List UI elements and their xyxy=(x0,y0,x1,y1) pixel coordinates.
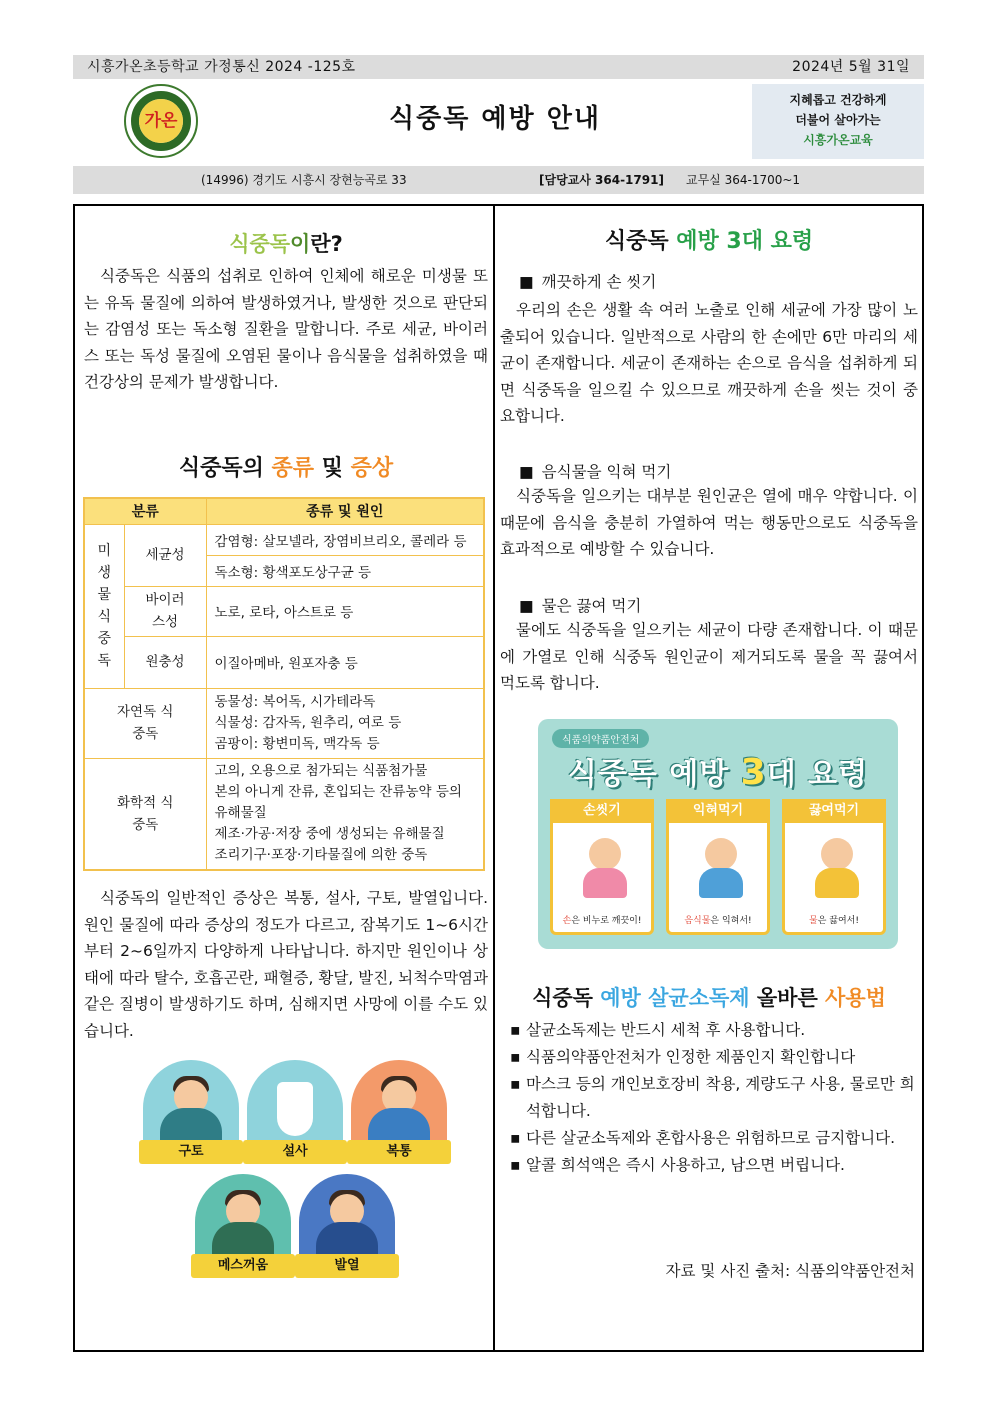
prevention-poster xyxy=(538,719,898,949)
page-title: 식중독 예방 안내 xyxy=(389,104,601,134)
poster-title: 식중독 예방 3대 요령 xyxy=(567,752,869,793)
rule3-heading: ■ 물은 끓여 먹기 xyxy=(519,594,641,616)
protozoa-label: 원충성 xyxy=(124,636,206,688)
toilet-icon xyxy=(277,1082,313,1136)
table-cell: 이질아메바, 원포자충 등 xyxy=(206,636,484,688)
card-cook: 익혀먹기 음식물은 익혀서! xyxy=(666,799,770,935)
office-phone: 교무실 364-1700~1 xyxy=(686,173,801,187)
address: (14996) 경기도 시흥시 장현능곡로 33 xyxy=(201,173,407,187)
child-icon xyxy=(821,838,853,870)
header-bar xyxy=(73,55,924,79)
rule3-text: 물에도 식중독을 일으키는 세균이 다량 존재합니다. 이 때문에 가열로 인해 식중독 원인균이 제거되도록 물을 꼭 끓여서 먹도록 합니다. xyxy=(500,621,918,692)
virus-label: 바이러스성 xyxy=(124,586,206,636)
symptom-nausea: 메스꺼움 xyxy=(195,1174,291,1272)
kinds-heading: 식중독의 종류 및 증상 xyxy=(178,456,394,481)
card-boil: 끓여먹기 물은 끓여서! xyxy=(782,799,886,935)
bacteria-label: 세균성 xyxy=(124,524,206,586)
rule2-heading: ■ 음식물을 익혀 먹기 xyxy=(519,460,671,482)
rule1-text: 우리의 손은 생활 속 여러 노출로 인해 세균에 가장 많이 노출되어 있습니다. 일반적으로 사람의 한 손에만 6만 마리의 세균이 존재합니다. 세균이 존재하는 손으로 음식을 섭취하게 되면 식중독을 일으킬 수 있으므로 깨끗하게 손을 씻는 것이 중요합니다. xyxy=(500,301,918,425)
chemical-label: 화학적 식중독 xyxy=(84,758,206,870)
definition-text: 식중독은 식품의 섭취로 인하여 인체에 해로운 미생물 또는 유독 물질에 의하여 발생하였거나, 발생한 것으로 판단되는 감염성 또는 독소형 질환을 말합니다. 주로 세균, 바이러스 또는 독성 물질에 오염된 물이나 음식물을 섭취하였을 때 건강상의 문제가 발생합니다. xyxy=(84,267,488,391)
table-cell: 독소형: 황색포도상구균 등 xyxy=(206,555,484,586)
disinfectant-heading: 식중독 예방 살균소독제 올바른 사용법 xyxy=(532,986,886,1010)
list-item: ▪ 식품의약품안전처가 인정한 제품인지 확인합니다 xyxy=(510,1044,920,1071)
child-icon xyxy=(589,838,621,870)
definition-heading: 식중독이란? xyxy=(229,232,343,256)
mfds-brand: 식품의약품안전처 xyxy=(552,729,649,748)
symptom-fever: 발열 xyxy=(299,1174,395,1272)
list-item: ▪ 살균소독제는 반드시 세척 후 사용합니다. xyxy=(510,1017,920,1044)
school-issue: 시흥가온초등학교 가정통신 2024 -125호 xyxy=(87,59,356,75)
list-item: ▪ 마스크 등의 개인보호장비 착용, 계량도구 사용, 물로만 희석합니다. xyxy=(510,1071,920,1125)
micro-label: 미생물식중독 xyxy=(84,524,124,688)
list-item: ▪ 알콜 희석액은 즉시 사용하고, 남으면 버립니다. xyxy=(510,1152,920,1179)
issue-date: 2024년 5월 31일 xyxy=(792,59,910,75)
list-item: ▪ 다른 살균소독제와 혼합사용은 위험하므로 금지합니다. xyxy=(510,1125,920,1152)
child-icon xyxy=(705,838,737,870)
rule1-heading: ■ 깨끗하게 손 씻기 xyxy=(519,270,656,292)
teacher-phone: [담당교사 364-1791] xyxy=(539,173,664,187)
column-divider xyxy=(493,204,495,1352)
table-cell: 고의, 오용으로 첨가되는 식품첨가물 본의 아니게 잔류, 혼입되는 잔류농약 등의 유해물질 제조·가공·저장 중에 생성되는 유해물질 조리기구·포장·기타물질에 의한 중독 xyxy=(206,758,484,870)
table-header-category: 분류 xyxy=(84,498,206,524)
symptoms-text: 식중독의 일반적인 증상은 복통, 설사, 구토, 발열입니다. 원인 물질에 따라 증상의 정도가 다르고, 잠복기도 1~6시간부터 2~6일까지 다양하게 나타납니다. 하지만 원인이나 상태에 따라 탈수, 호흡곤란, 패혈증, 황달, 발진, 뇌척수막염과 같은 질병이 발생하기도 하며, 심해지면 사망에 이를 수도 있습니다. xyxy=(84,889,488,1040)
table-cell: 동물성: 복어독, 시가테라독 식물성: 감자독, 원추리, 여로 등 곰팡이: 황변미독, 맥각독 등 xyxy=(206,688,484,758)
symptom-vomit: 구토 xyxy=(143,1060,239,1158)
rule2-text: 식중독을 일으키는 대부분 원인균은 열에 매우 약합니다. 이 때문에 음식을 충분히 가열하여 먹는 행동만으로도 식중독을 효과적으로 예방할 수 있습니다. xyxy=(500,487,918,558)
natural-label: 자연독 식중독 xyxy=(84,688,206,758)
table-cell: 노로, 로타, 아스트로 등 xyxy=(206,586,484,636)
rules-heading: 식중독 예방 3대 요령 xyxy=(604,229,814,254)
address-bar xyxy=(73,166,924,194)
food-poisoning-table xyxy=(83,497,485,871)
source-note: 자료 및 사진 출처: 식품의약품안전처 xyxy=(665,1262,915,1280)
symptom-diarrhea: 설사 xyxy=(247,1060,343,1158)
logo-text: 가온 xyxy=(139,99,183,143)
symptom-stomachache: 복통 xyxy=(351,1060,447,1158)
disinfectant-list xyxy=(510,1017,920,1179)
slogan-box: 지혜롭고 건강하게 더불어 살아가는 시흥가온교육 xyxy=(752,84,924,159)
card-handwash: 손씻기 손은 비누로 깨끗이! xyxy=(550,799,654,935)
school-logo xyxy=(124,84,198,158)
table-cell: 감염형: 살모넬라, 장염비브리오, 콜레라 등 xyxy=(206,524,484,555)
table-header-cause: 종류 및 원인 xyxy=(206,498,484,524)
